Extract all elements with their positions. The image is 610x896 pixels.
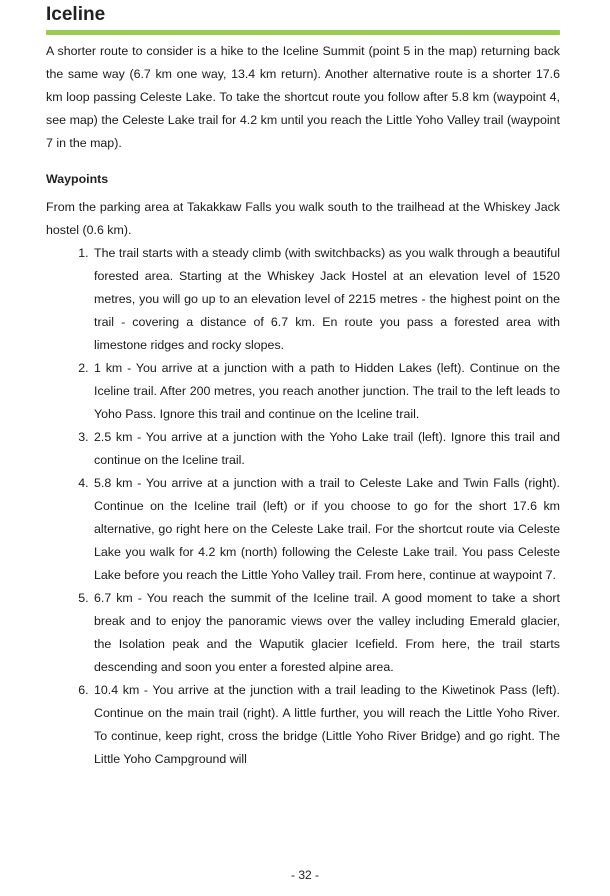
- waypoints-heading: Waypoints: [46, 172, 109, 186]
- waypoint-item-4: 4. 5.8 km - You arrive at a junction with a trail to Celeste Lake and Twin Falls (right). Continue on the Iceline trail (left) or if you choose to go for the short 17.6 km alternative, go right here on the Celeste Lake trail. For the shortcut route via Celeste Lake you walk for 4.2 km (north) following the Celeste Lake trail. You pass Celeste Lake before you reach the Little Yoho Valley trail. From here, continue at waypoint 7.: [92, 472, 560, 587]
- waypoint-item-3: 3. 2.5 km - You arrive at a junction with the Yoho Lake trail (left). Ignore this trail and continue on the Iceline trail.: [92, 426, 560, 472]
- intro-paragraph: A shorter route to consider is a hike to the Iceline Summit (point 5 in the map) returning back the same way (6.7 km one way, 13.4 km return). Another alternative route is a shorter 17.6 km loop passing Celeste Lake. To take the shortcut route you follow after 5.8 km (waypoint 4, see map) the Celeste Lake trail for 4.2 km until you reach the Little Yoho Valley trail (waypoint 7 in the map).: [46, 44, 560, 150]
- waypoints-list: [46, 242, 560, 771]
- waypoints-intro: From the parking area at Takakkaw Falls you walk south to the trailhead at the Whiskey Jack hostel (0.6 km).: [46, 200, 560, 237]
- waypoint-item-5: 5. 6.7 km - You reach the summit of the Iceline trail. A good moment to take a short break and to enjoy the panoramic views over the valley including Emerald glacier, the Isolation peak and the Waputik glacier Icefield. From here, the trail starts descending and soon you enter a forested alpine area.: [92, 587, 560, 679]
- section-heading: Iceline: [46, 4, 106, 25]
- waypoint-item-2: 2. 1 km - You arrive at a junction with a path to Hidden Lakes (left). Continue on the Iceline trail. After 200 metres, you reach another junction. The trail to the left leads to Yoho Pass. Ignore this trail and continue on the Iceline trail.: [92, 357, 560, 426]
- waypoint-item-1: 1. The trail starts with a steady climb (with switchbacks) as you walk through a beautiful forested area. Starting at the Whiskey Jack Hostel at an elevation level of 1520 metres, you will go up to an elevation level of 2215 metres - the highest point on the trail - covering a distance of 6.7 km. En route you pass a forested area with limestone ridges and rocky slopes.: [92, 242, 560, 357]
- page-body: [46, 40, 560, 771]
- page-number: - 32 -: [290, 868, 319, 882]
- waypoint-item-6: 6. 10.4 km - You arrive at the junction with a trail leading to the Kiwetinok Pass (left). Continue on the main trail (right). A little further, you will reach the Little Yoho River. To continue, keep right, cross the bridge (Little Yoho River Bridge) and go right. The Little Yoho Campground will: [92, 679, 560, 771]
- heading-underline: [46, 30, 560, 35]
